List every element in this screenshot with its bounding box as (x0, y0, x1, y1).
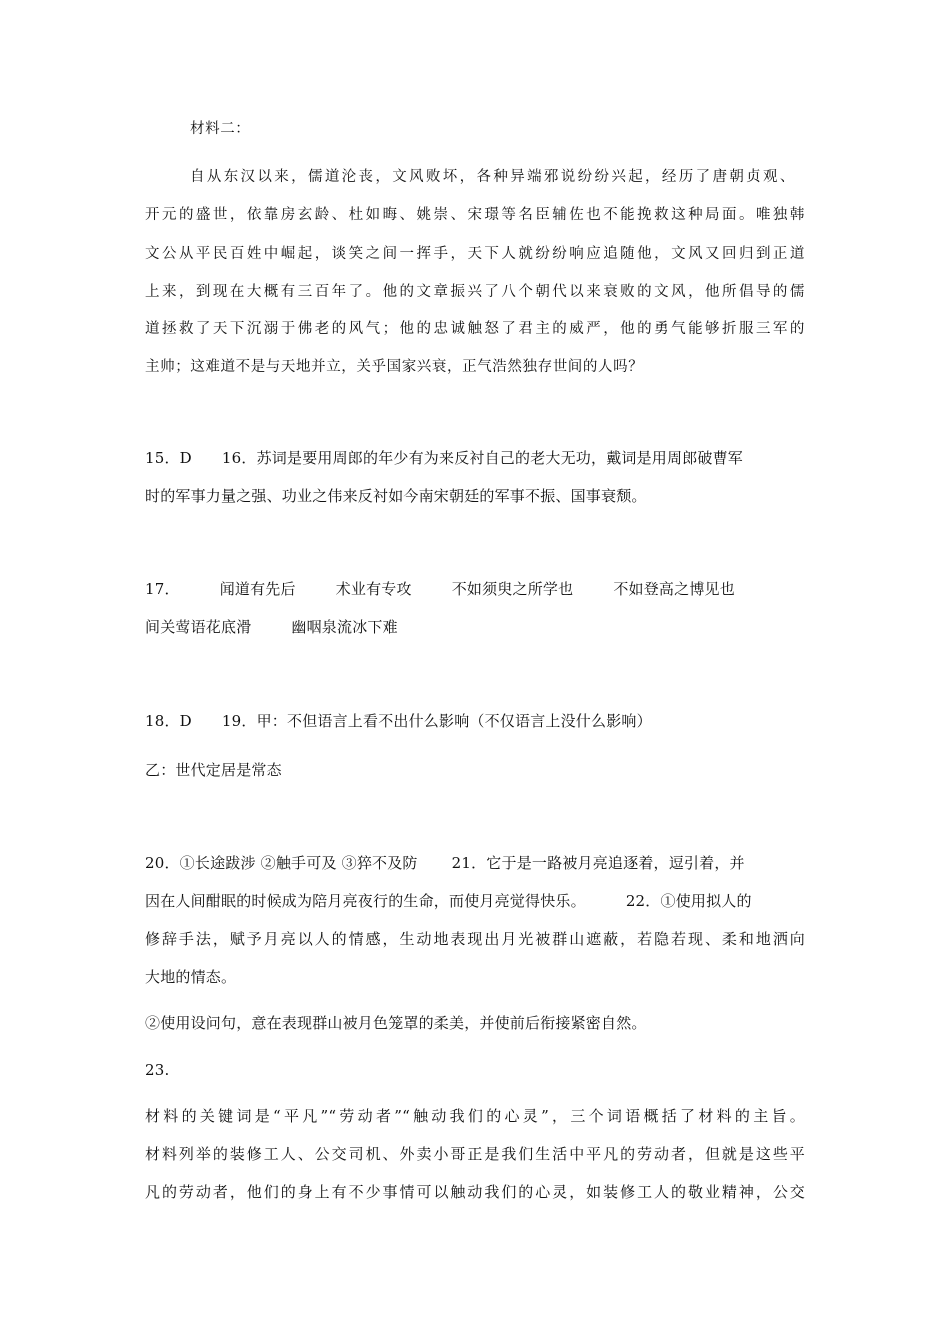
answer-18-19-line-1 (145, 711, 805, 731)
answer-22-part-2: 修辞手法，赋予月亮以人的情感，生动地表现出月光被群山遮蔽，若隐若现、柔和地洒向 (145, 930, 805, 948)
answer-23-line-2: 材料列举的装修工人、公交司机、外卖小哥正是我们生活中平凡的劳动者，但就是这些平 (145, 1145, 805, 1163)
answer-16-part-1: 16．苏词是要用周郎的年少有为来反衬自己的老大无功，戴词是用周郎破曹军 (221, 449, 744, 467)
answer-17-line-1 (145, 579, 805, 599)
answer-17-item-6: 幽咽泉流冰下难 (291, 618, 398, 636)
answer-21-22-line (145, 891, 805, 911)
answer-17-number: 17． (145, 580, 180, 598)
answer-22-part-4: ②使用设问句，意在表现群山被月色笼罩的柔美，并使前后衔接紧密自然。 (145, 1014, 647, 1032)
material2-line-6: 主帅；这难道不是与天地并立，关乎国家兴衰，正气浩然独存世间的人吗？ (145, 359, 644, 375)
answer-15: 15．D (145, 449, 192, 467)
answer-23-line-1: 材料的关键词是“平凡”“劳动者”“触动我们的心灵”，三个词语概括了材料的主旨。 (145, 1107, 805, 1125)
answer-16-part-2: 时的军事力量之强、功业之伟来反衬如今南宋朝廷的军事不振、国事衰颓。 (145, 487, 647, 505)
answer-17-item-2: 术业有专攻 (335, 580, 412, 598)
answer-22-part-1: 22．①使用拟人的 (625, 892, 752, 910)
answer-15-16-line-1 (145, 448, 805, 468)
answer-17-item-1: 闻道有先后 (219, 580, 296, 598)
material2-line-5: 道拯救了天下沉溺于佛老的风气；他的忠诚触怒了君主的威严，他的勇气能够折服三军的 (145, 321, 805, 337)
answer-22-part-3: 大地的情态。 (145, 968, 237, 986)
answer-17-item-4: 不如登高之博见也 (613, 580, 735, 598)
material2-line-3: 文公从平民百姓中崛起，谈笑之间一挥手，天下人就纷纷响应追随他，文风又回归到正道 (145, 246, 805, 262)
answer-20-21-line-1 (145, 853, 805, 873)
material2-line-2: 开元的盛世，依靠房玄龄、杜如晦、姚崇、宋璟等名臣辅佐也不能挽救这种局面。唯独韩 (145, 207, 805, 223)
material2-heading: 材料二： (190, 121, 251, 137)
material2-line-1: 自从东汉以来，儒道沦丧，文风败坏，各种异端邪说纷纷兴起，经历了唐朝贞观、 (190, 169, 795, 185)
answer-21-part-2: 因在人间酣眠的时候成为陪月亮夜行的生命，而使月亮觉得快乐。 (145, 892, 586, 910)
answer-20: 20．①长途跋涉 ②触手可及 ③猝不及防 (145, 854, 418, 872)
answer-19-a: 19．甲：不但语言上看不出什么影响（不仅语言上没什么影响） (221, 712, 652, 730)
answer-19-b: 乙：世代定居是常态 (145, 761, 282, 779)
answer-18: 18．D (145, 712, 192, 730)
answer-17-item-3: 不如须臾之所学也 (451, 580, 574, 598)
material2-line-4: 上来，到现在大概有三百年了。他的文章振兴了八个朝代以来衰败的文风，他所倡导的儒 (145, 284, 805, 300)
answer-17-item-5: 间关莺语花底滑 (145, 618, 252, 636)
answer-17-line-2 (145, 617, 805, 637)
answer-23-number: 23. (145, 1061, 170, 1079)
answer-21-part-1: 21．它于是一路被月亮追逐着，逗引着，并 (451, 854, 745, 872)
answer-23-line-3: 凡的劳动者，他们的身上有不少事情可以触动我们的心灵，如装修工人的敬业精神，公交 (145, 1183, 805, 1201)
